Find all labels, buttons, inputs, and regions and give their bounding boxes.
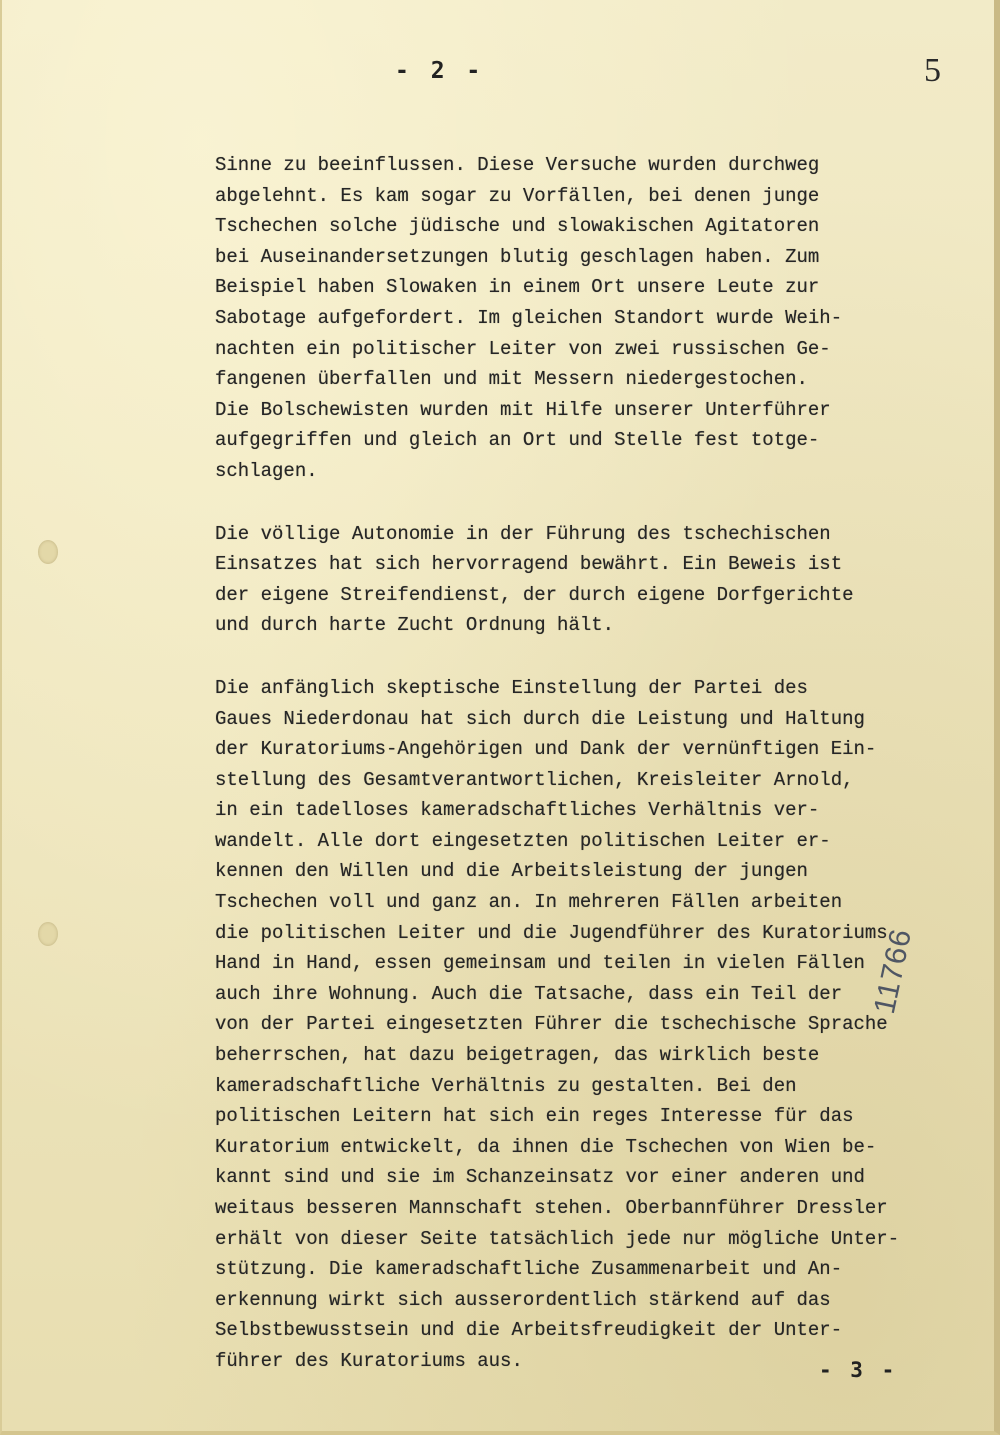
text-line: Kuratorium entwickelt, da ihnen die Tschechen von Wien be- bbox=[215, 1135, 877, 1158]
text-line: von der Partei eingesetzten Führer die tschechische Sprache bbox=[215, 1013, 888, 1036]
text-line: Beispiel haben Slowaken in einem Ort unsere Leute zur bbox=[215, 276, 820, 299]
text-line: Die Bolschewisten wurden mit Hilfe unserer Unterführer bbox=[215, 398, 831, 421]
text-line: stützung. Die kameradschaftliche Zusammenarbeit und An- bbox=[215, 1258, 843, 1281]
punch-hole bbox=[38, 540, 58, 564]
text-line: wandelt. Alle dort eingesetzten politischen Leiter er- bbox=[215, 829, 831, 852]
text-line: erhält von dieser Seite tatsächlich jede nur mögliche Unter- bbox=[215, 1227, 900, 1250]
text-line: Die völlige Autonomie in der Führung des tschechischen bbox=[215, 522, 831, 545]
text-line: Gaues Niederdonau hat sich durch die Leistung und Haltung bbox=[215, 707, 865, 730]
paragraph bbox=[215, 150, 915, 487]
text-line: auch ihre Wohnung. Auch die Tatsache, dass ein Teil der bbox=[215, 982, 843, 1005]
text-line: Die anfänglich skeptische Einstellung der Partei des bbox=[215, 676, 808, 699]
text-line: kannt sind und sie im Schanzeinsatz vor einer anderen und bbox=[215, 1166, 865, 1189]
text-line: fangenen überfallen und mit Messern niedergestochen. bbox=[215, 368, 808, 391]
paragraph bbox=[215, 673, 915, 1377]
text-line: Selbstbewusstsein und die Arbeitsfreudigkeit der Unter- bbox=[215, 1319, 843, 1342]
page-number: - 2 - bbox=[395, 58, 485, 84]
text-line: und durch harte Zucht Ordnung hält. bbox=[215, 614, 615, 637]
text-line: Einsatzes hat sich hervorragend bewährt. Ein Beweis ist bbox=[215, 553, 843, 576]
text-line: die politischen Leiter und die Jugendführer des Kuratoriums bbox=[215, 921, 888, 944]
text-line: politischen Leitern hat sich ein reges Interesse für das bbox=[215, 1105, 854, 1128]
paragraph bbox=[215, 519, 915, 641]
text-line: in ein tadelloses kameradschaftliches Verhältnis ver- bbox=[215, 799, 820, 822]
body-text bbox=[215, 150, 915, 1377]
text-line: beherrschen, hat dazu beigetragen, das wirklich beste bbox=[215, 1044, 820, 1067]
text-line: der eigene Streifendienst, der durch eigene Dorfgerichte bbox=[215, 583, 854, 606]
text-line: nachten ein politischer Leiter von zwei russischen Ge- bbox=[215, 337, 831, 360]
archive-stamp: 11766 bbox=[868, 925, 919, 1017]
text-line: erkennung wirkt sich ausserordentlich stärkend auf das bbox=[215, 1288, 831, 1311]
text-line: kameradschaftliche Verhältnis zu gestalten. Bei den bbox=[215, 1074, 797, 1097]
text-line: kennen den Willen und die Arbeitsleistung der jungen bbox=[215, 860, 808, 883]
text-line: aufgegriffen und gleich an Ort und Stelle fest totge- bbox=[215, 429, 820, 452]
folio-number: 5 bbox=[924, 52, 941, 89]
text-line: Tschechen voll und ganz an. In mehreren Fällen arbeiten bbox=[215, 891, 843, 914]
text-line: der Kuratoriums-Angehörigen und Dank der vernünftigen Ein- bbox=[215, 738, 877, 761]
text-line: Tschechen solche jüdische und slowakischen Agitatoren bbox=[215, 215, 820, 238]
text-line: weitaus besseren Mannschaft stehen. Oberbannführer Dressler bbox=[215, 1197, 888, 1219]
text-line: stellung des Gesamtverantwortlichen, Kreisleiter Arnold, bbox=[215, 768, 854, 791]
text-line: abgelehnt. Es kam sogar zu Vorfällen, bei denen junge bbox=[215, 184, 820, 207]
punch-hole bbox=[38, 922, 58, 946]
text-line: Sabotage aufgefordert. Im gleichen Standort wurde Weih- bbox=[215, 306, 843, 329]
text-line: schlagen. bbox=[215, 459, 318, 482]
text-line: Sinne zu beeinflussen. Diese Versuche wurden durchweg bbox=[215, 154, 820, 176]
text-line: Hand in Hand, essen gemeinsam und teilen in vielen Fällen bbox=[215, 952, 865, 975]
next-page-indicator: - 3 - bbox=[819, 1358, 898, 1382]
text-line: bei Auseinandersetzungen blutig geschlagen haben. Zum bbox=[215, 245, 820, 268]
text-line: führer des Kuratoriums aus. bbox=[215, 1349, 523, 1372]
